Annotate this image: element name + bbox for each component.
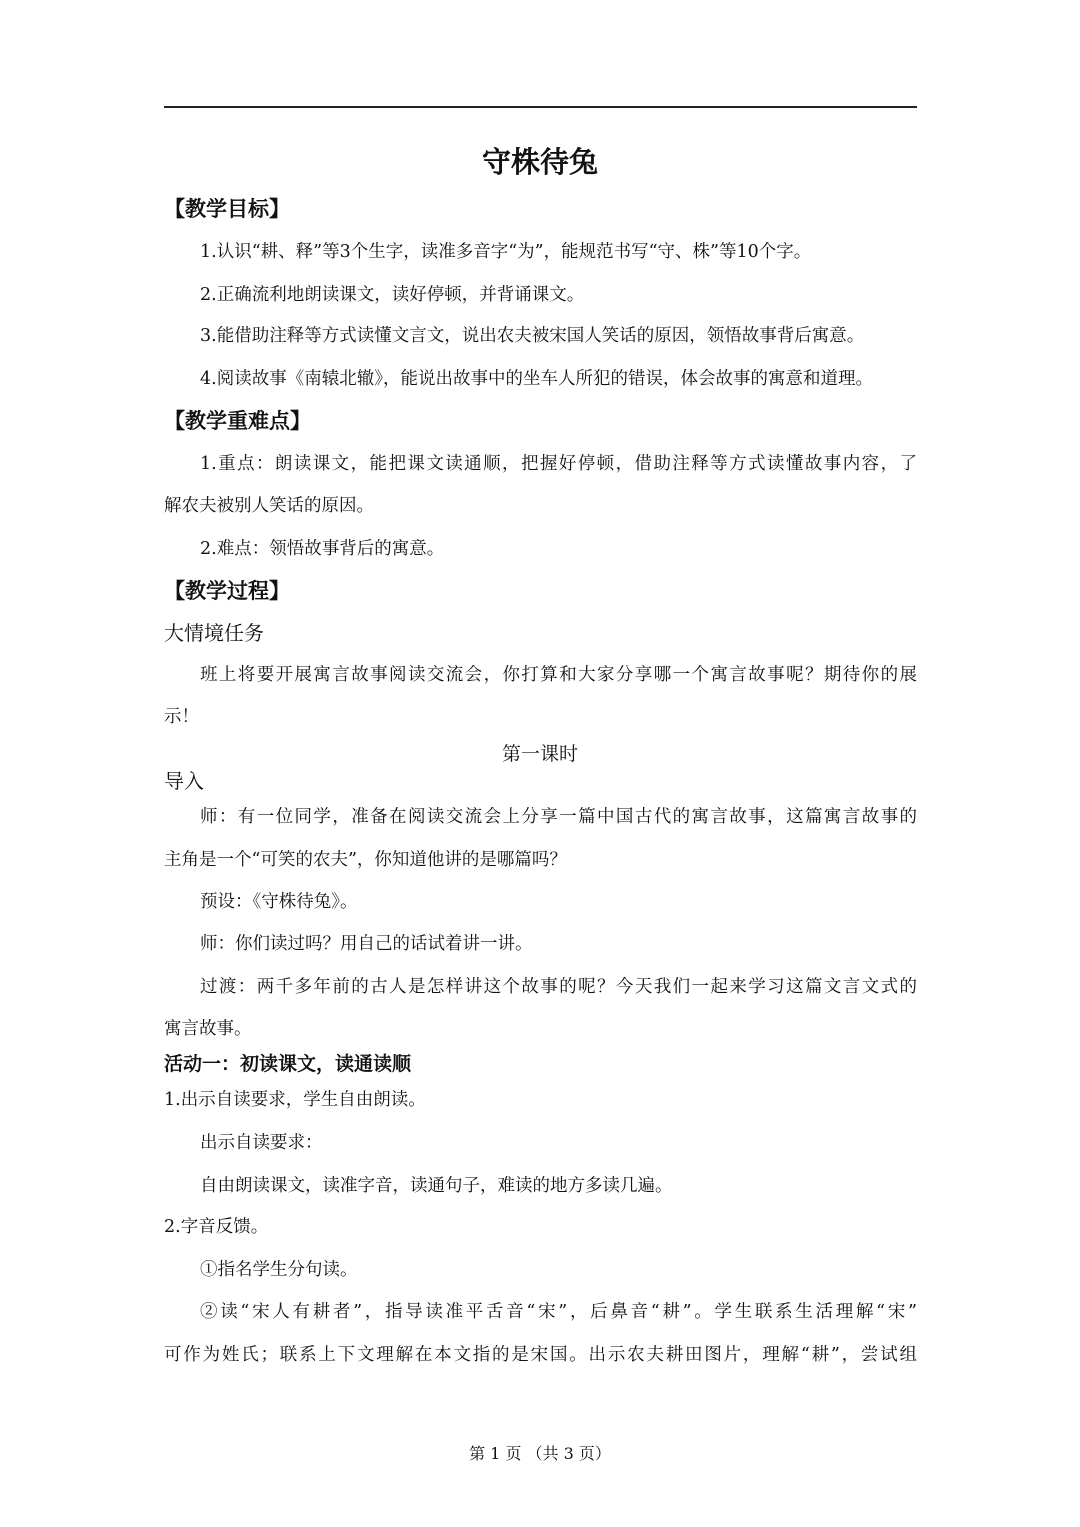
activity1-sub-1: ①指名学生分句读。 [200,1260,358,1280]
page-footer: 第 1 页 （共 3 页） [469,1444,611,1463]
intro-teacher-2: 师：你们读过吗？用自己的话试着讲一讲。 [200,934,533,954]
goal-item-2: 2.正确流利地朗读课文，读好停顿，并背诵课文。 [200,285,585,305]
situation-heading: 大情境任务 [164,621,264,645]
intro-transition-line-1: 过渡：两千多年前的古人是怎样讲这个故事的呢？今天我们一起来学习这篇文言文式的 [200,977,917,997]
header-rule [164,106,917,108]
activity1-sub-2-line-1: ②读“宋人有耕者”，指导读准平舌音“宋”，后鼻音“耕”。学生联系生活理解“宋” [200,1302,917,1322]
goal-item-4: 4.阅读故事《南辕北辙》，能说出故事中的坐车人所犯的错误，体会故事的寓意和道理。 [200,369,873,389]
intro-teacher-1-line-2: 主角是一个“可笑的农夫”，你知道他讲的是哪篇吗？ [164,850,567,870]
intro-heading: 导入 [164,769,204,793]
intro-teacher-1-line-1: 师：有一位同学，准备在阅读交流会上分享一篇中国古代的寓言故事，这篇寓言故事的 [200,807,917,827]
activity1-heading: 活动一：初读课文，读通读顺 [164,1053,412,1075]
activity1-step-2: 2.字音反馈。 [164,1217,269,1237]
section-goals-heading: 【教学目标】 [164,196,290,221]
page-title: 守株待兔 [481,145,598,179]
situation-line-2: 示！ [164,707,199,727]
goal-item-3: 3.能借助注释等方式读懂文言文，说出农夫被宋国人笑话的原因，领悟故事背后寓意。 [200,326,865,346]
keypoint-2: 2.难点：领悟故事背后的寓意。 [200,539,445,559]
keypoint-1-line-1: 1.重点：朗读课文，能把课文读通顺，把握好停顿，借助注释等方式读懂故事内容，了 [200,454,917,474]
lesson-title: 第一课时 [501,743,578,765]
situation-line-1: 班上将要开展寓言故事阅读交流会，你打算和大家分享哪一个寓言故事呢？期待你的展 [200,665,917,685]
goal-item-1: 1.认识“耕、释”等3个生字，读准多音字“为”，能规范书写“守、株”等10个字。 [200,242,812,262]
intro-preset: 预设：《守株待兔》。 [200,892,358,912]
intro-transition-line-2: 寓言故事。 [164,1019,252,1039]
section-process-heading: 【教学过程】 [164,578,290,603]
activity1-requirement-text: 自由朗读课文，读准字音，读通句子，难读的地方多读几遍。 [200,1176,673,1196]
section-keypoints-heading: 【教学重难点】 [164,408,311,433]
activity1-requirement-label: 出示自读要求： [200,1133,323,1153]
keypoint-1-line-2: 解农夫被别人笑话的原因。 [164,496,374,516]
activity1-step-1: 1.出示自读要求，学生自由朗读。 [164,1090,426,1110]
activity1-sub-2-line-2: 可作为姓氏；联系上下文理解在本文指的是宋国。出示农夫耕田图片，理解“耕”，尝试组 [164,1345,917,1365]
